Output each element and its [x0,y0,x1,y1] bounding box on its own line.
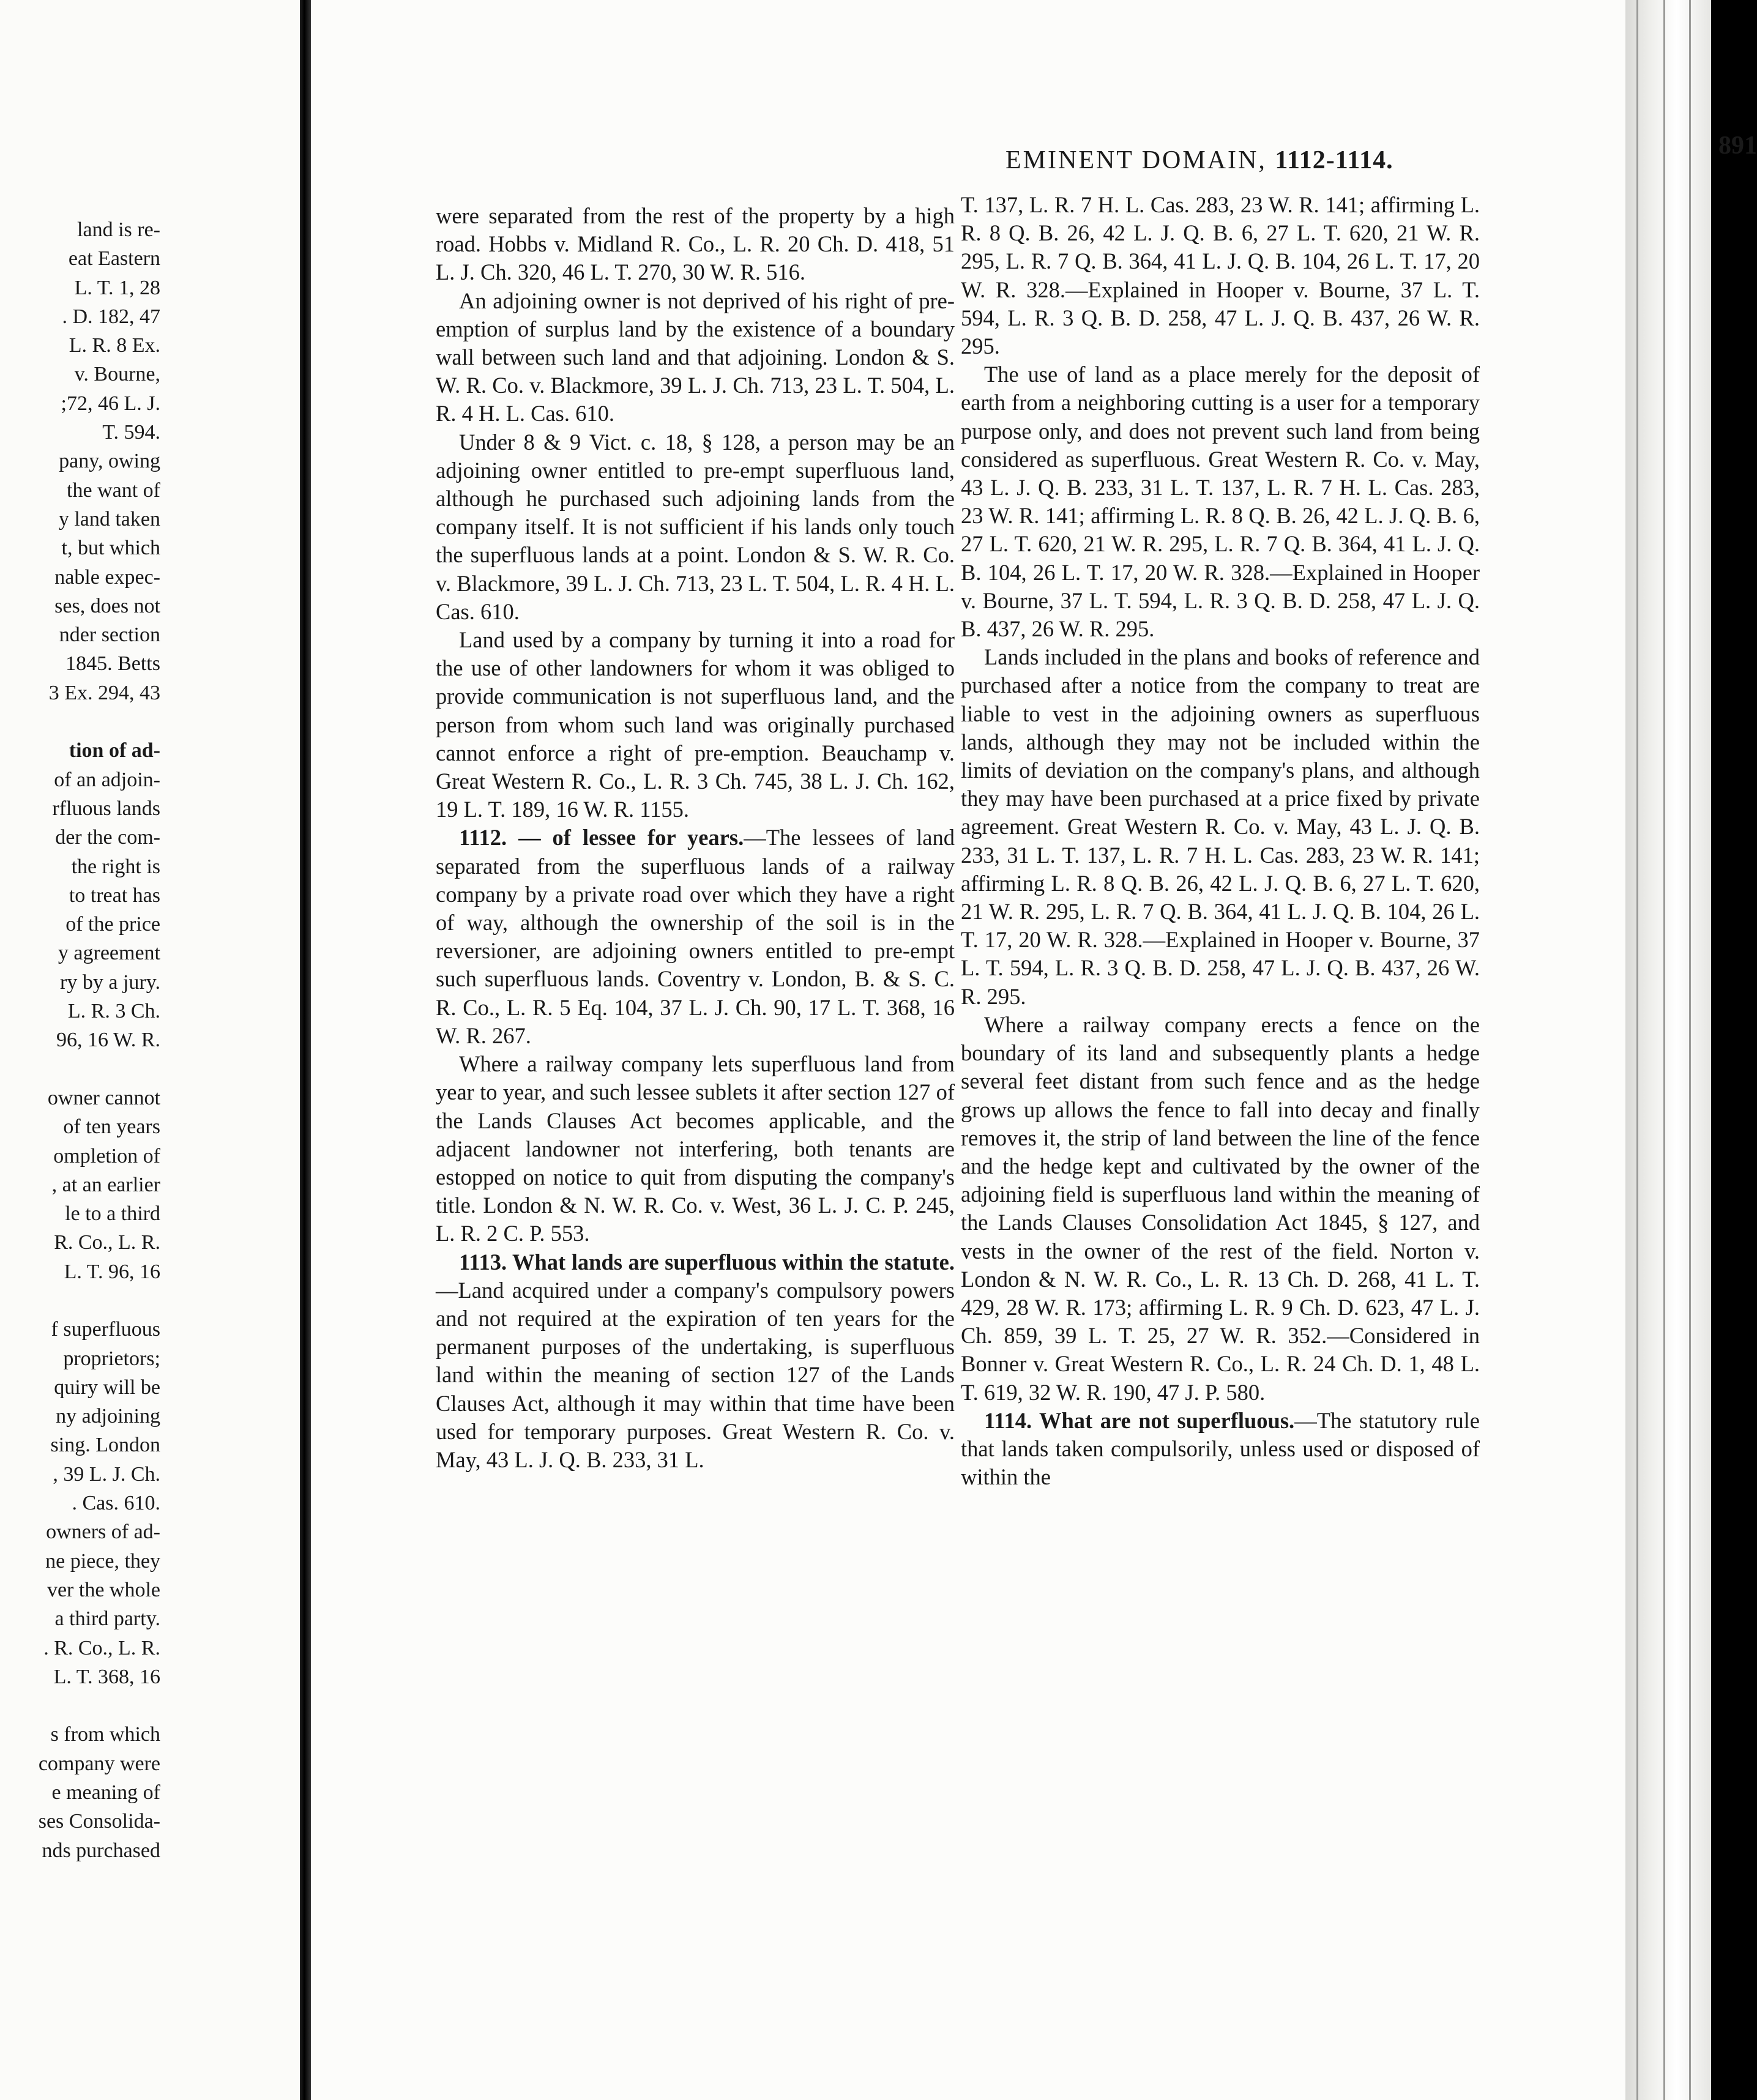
previous-page-line: the want of [67,478,160,502]
middle-column [436,202,955,1474]
previous-page-line: L. T. 96, 16 [64,1260,160,1283]
section-text: —The lessees of land separated from the superfluous lands of a railway company by a private road over which they have a right of way, although the ownership of the soil is in the reversioner, are adjoining owners entitled to pre-empt such superfluous lands. Coventry v. London, B. & S. C. R. Co., L. R. 5 Eq. 104, 37 L. J. Ch. 90, 17 L. T. 368, 16 W. R. 267. [436,825,955,1048]
paragraph: An adjoining owner is not deprived of his right of pre-emption of surplus land by the existence of a boundary wall between such land and that adjoining. London & S. W. R. Co. v. Blackmore, 39 L. J. Ch. 713, 23 L. T. 504, L. R. 4 H. L. Cas. 610. [436,288,955,426]
previous-page-line: le to a third [65,1202,160,1226]
paragraph: T. 137, L. R. 7 H. L. Cas. 283, 23 W. R. 141; affirming L. R. 8 Q. B. 26, 42 L. J. Q. B. 6, 27 L. T. 620, 21 W. R. 295, L. R. 7 Q. B. 364, 41 L. J. Q. B. 104, 26 L. T. 17, 20 W. R. 328.—Explained in Hooper v. Bourne, 37 L. T. 594, L. R. 3 Q. B. D. 258, 47 L. J. Q. B. 437, 26 W. R. 295. [961,192,1480,359]
previous-page-line: T. 594. [102,421,160,444]
section-heading: 1113. What lands are superfluous within the statute. [459,1249,955,1275]
previous-page-line: ny adjoining [56,1405,160,1428]
previous-page-line: . D. 182, 47 [62,305,160,328]
section-1113 [436,1248,955,1475]
paragraph: Where a railway company erects a fence on the boundary of its land and subsequently plants a hedge several feet distant from such fence and as the hedge grows up allows the fence to fall into decay and finally removes it, the strip of land between the line of the fence and the hedge kept and cultivated by the owner of the adjoining field is superfluous land within the meaning of the Lands Clauses Consolidation Act 1845, § 127, and vests in the owner of the rest of the field. Norton v. London & N. W. R. Co., L. R. 13 Ch. D. 268, 41 L. T. 429, 28 W. R. 173; affirming L. R. 9 Ch. D. 623, 47 L. J. Ch. 859, 39 L. T. 25, 27 W. R. 352.—Considered in Bonner v. Great Western R. Co., L. R. 24 Ch. D. 1, 48 L. T. 619, 32 W. R. 190, 47 J. P. 580. [961,1011,1480,1405]
paragraph: Where a railway company lets superfluous land from year to year, and such lessee sublets it after section 127 of the Lands Clauses Act becomes applicable, and the adjacent landowner not interfering, both tenants are estopped on notice to quit from disputing the company's title. London & N. W. R. Co. v. West, 36 L. J. C. P. 245, L. R. 2 C. P. 553. [436,1051,955,1246]
previous-page-line: 3 Ex. 294, 43 [48,681,160,704]
previous-page-line: ompletion of [53,1144,160,1167]
previous-page-line: to treat has [69,884,160,907]
previous-page-line: sing. London [50,1434,160,1457]
previous-page-line: . Cas. 610. [72,1492,160,1515]
previous-page-line: pany, owing [59,450,160,473]
previous-page-line: ry by a jury. [60,970,160,994]
right-column [961,191,1480,1491]
previous-page-line: land is re- [77,218,160,241]
previous-page-line [0,1286,160,1315]
previous-page-line: quiry will be [54,1376,160,1399]
previous-page-line: y agreement [58,942,160,965]
previous-page-line [0,1691,160,1720]
paragraph: Land used by a company by turning it into a road for the use of other landowners for whom it was obliged to provide communication is not superfluous land, and the person from whom such land was originally purchased cannot enforce a right of pre-emption. Beauchamp v. Great Western R. Co., L. R. 3 Ch. 745, 38 L. J. Ch. 162, 19 L. T. 189, 16 W. R. 1155. [436,627,955,822]
previous-page-line: company were [38,1752,160,1775]
page-block-edge [1625,0,1711,2100]
previous-page-line: ne piece, they [45,1549,160,1573]
previous-page-line: der the com- [55,826,160,849]
previous-page-line: ses Consolida- [38,1810,160,1833]
section-text: —Land acquired under a company's compulsory powers and not required at the expiration of ten years for the permanent purposes of the undertaking, is superfluous land within the meaning of section 127 of the Lands Clauses Act, although it may within that time have been used for temporary purposes. Great Western R. Co. v. May, 43 L. J. Q. B. 233, 31 L. [436,1277,955,1472]
previous-page-line: of the price [65,913,160,936]
page-edge-line [1689,0,1691,2100]
previous-page-line: , at an earlier [51,1173,160,1196]
previous-page-line [0,707,160,736]
previous-page-line: 1845. Betts [65,652,160,676]
previous-page-line: rfluous lands [52,797,160,820]
page-edge-line [1636,0,1638,2100]
paragraph: Lands included in the plans and books of reference and purchased after a notice from the company to treat are liable to vest in the adjoining owners as superfluous lands, although they may not be included within the limits of deviation on the company's plans, and although they may have been purchased at a price fixed by private agreement. Great Western R. Co. v. May, 43 L. J. Q. B. 233, 31 L. T. 137, L. R. 7 H. L. Cas. 283, 23 W. R. 141; affirming L. R. 8 Q. B. 26, 42 L. J. Q. B. 6, 27 L. T. 620, 21 W. R. 295, L. R. 7 Q. B. 364, 41 L. J. Q. B. 104, 26 L. T. 17, 20 W. R. 328.—Explained in Hooper v. Bourne, 37 L. T. 594, L. R. 3 Q. B. D. 258, 47 L. J. Q. B. 437, 26 W. R. 295. [961,644,1480,1009]
previous-page-line: L. T. 1, 28 [74,276,160,299]
previous-page-line: 96, 16 W. R. [56,1029,160,1052]
previous-page-line: of ten years [63,1115,160,1139]
running-head-sections: 1112-1114. [1275,146,1393,174]
previous-page-line: L. T. 368, 16 [53,1665,160,1688]
previous-page-line: nable expec- [54,565,160,589]
paragraph: were separated from the rest of the property by a high road. Hobbs v. Midland R. Co., L. R. 20 Ch. D. 418, 51 L. J. Ch. 320, 46 L. T. 270, 30 W. R. 516. [436,203,955,285]
previous-page-line: R. Co., L. R. [54,1231,160,1254]
section-heading: 1114. What are not superfluous. [984,1407,1295,1433]
previous-page-line: the right is [71,855,160,878]
previous-page-line: of an adjoin- [54,768,160,791]
previous-page [0,0,300,2100]
running-head [1005,146,1393,175]
previous-page-line: L. R. 8 Ex. [69,334,160,357]
previous-page-line: nder section [59,624,160,647]
section-1112 [436,824,955,1050]
previous-page-line: tion of ad- [69,739,160,762]
previous-page-line: ;72, 46 L. J. [61,392,160,415]
book-gutter [300,0,311,2100]
previous-page-text-fragment [0,215,160,1865]
previous-page-line: eat Eastern [68,247,160,270]
previous-page-line: f superfluous [51,1318,160,1341]
previous-page-line: . R. Co., L. R. [43,1636,160,1659]
section-text: —The statutory rule that lands taken compulsorily, unless used or disposed of within the [961,1407,1480,1490]
previous-page-line: v. Bourne, [74,363,160,386]
previous-page-line: , 39 L. J. Ch. [53,1462,160,1486]
previous-page-line: nds purchased [42,1839,160,1862]
paragraph: Under 8 & 9 Vict. c. 18, § 128, a person may be an adjoining owner entitled to pre-empt superfluous land, although he purchased such adjoining lands from the company itself. It is not sufficient if his lands only touch the superfluous lands at a point. London & S. W. R. Co. v. Blackmore, 39 L. J. Ch. 713, 23 L. T. 504, L. R. 4 H. L. Cas. 610. [436,429,955,624]
page-number: 891 [1718,132,1757,160]
previous-page-line: ver the whole [47,1578,160,1601]
previous-page-line: y land taken [58,507,160,531]
previous-page-line: t, but which [61,537,160,560]
paragraph: The use of land as a place merely for the deposit of earth from a neighboring cutting is a user for a temporary purpose only, and does not prevent such land from being considered as superfluous. Great Western R. Co. v. May, 43 L. J. Q. B. 233, 31 L. T. 137, L. R. 7 H. L. Cas. 283, 23 W. R. 141; affirming L. R. 8 Q. B. 26, 42 L. J. Q. B. 6, 27 L. T. 620, 21 W. R. 295, L. R. 7 Q. B. 364, 41 L. J. Q. B. 104, 26 L. T. 17, 20 W. R. 328.—Explained in Hooper v. Bourne, 37 L. T. 594, L. R. 3 Q. B. D. 258, 47 L. J. Q. B. 437, 26 W. R. 295. [961,362,1480,642]
page-edge-line [1663,0,1665,2100]
previous-page-line: e meaning of [51,1781,160,1804]
previous-page-line: s from which [50,1723,160,1746]
previous-page-line: proprietors; [63,1347,160,1370]
previous-page-line [0,1055,160,1084]
section-heading: 1112. — of lessee for years. [459,825,744,851]
section-1114 [961,1407,1480,1492]
previous-page-line: L. R. 3 Ch. [67,1000,160,1023]
previous-page-line: ses, does not [54,594,160,617]
previous-page-line: owner cannot [47,1086,160,1109]
previous-page-line: owners of ad- [46,1521,160,1544]
running-head-title: EMINENT DOMAIN, [1005,146,1267,174]
previous-page-line: a third party. [54,1607,160,1631]
